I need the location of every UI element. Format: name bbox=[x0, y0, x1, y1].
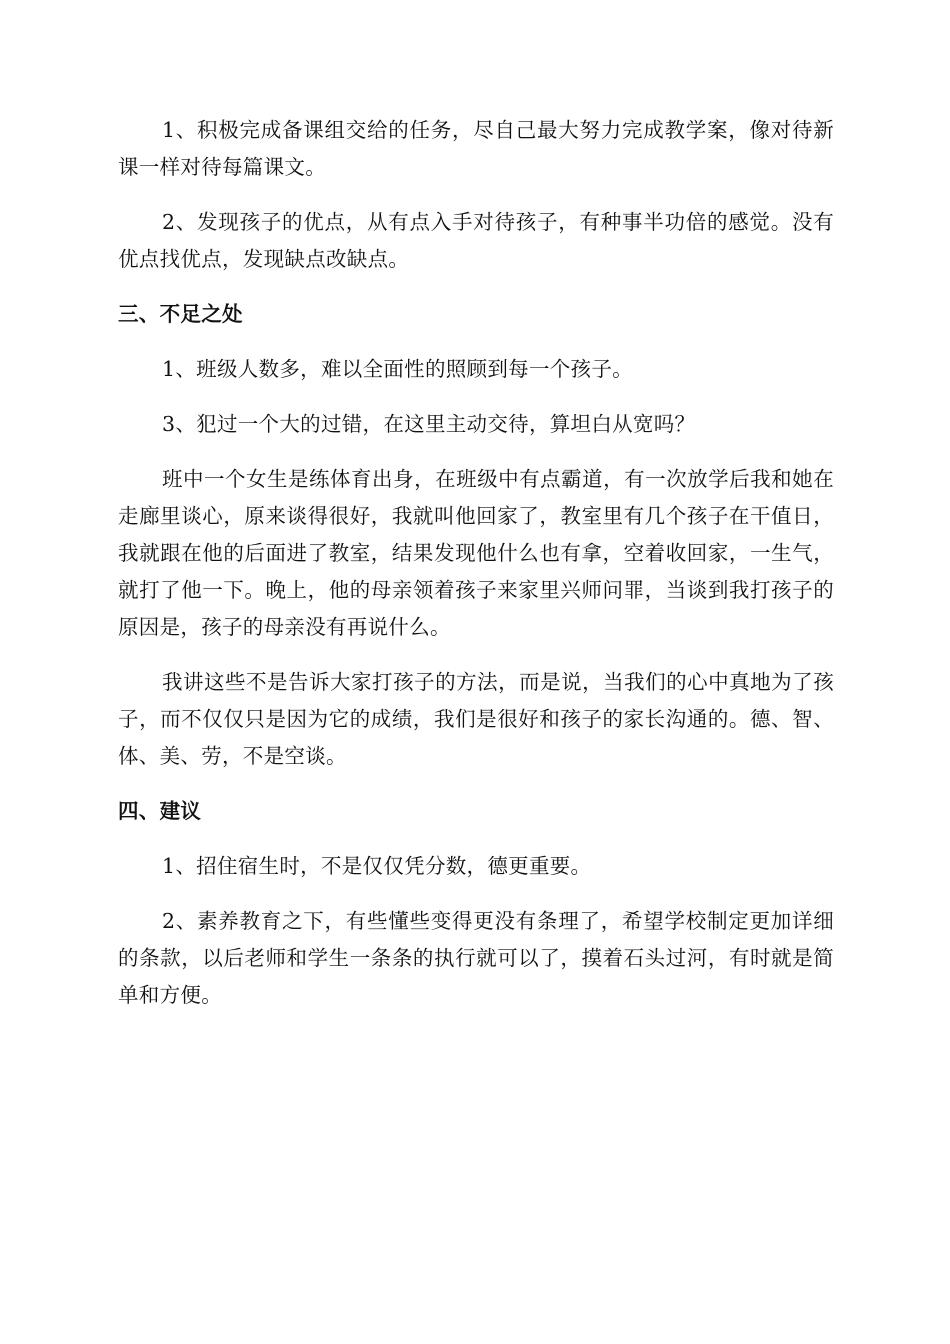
paragraph-class-size: 1、班级人数多，难以全面性的照顾到每一个孩子。 bbox=[162, 357, 633, 381]
section-heading-suggestions: 四、建议 bbox=[118, 799, 202, 823]
paragraph-gap bbox=[118, 775, 834, 793]
paragraph-gap bbox=[118, 646, 834, 664]
paragraph-gap bbox=[118, 443, 834, 461]
paragraph-reflection: 我讲这些不是告诉大家打孩子的方法，而是说，当我们的心中真地为了孩子，而不仅仅只是因为它的成绩，我们是很好和孩子的家长沟通的。德、智、体、美、劳，不是空谈。 bbox=[118, 670, 834, 768]
document-body bbox=[118, 112, 834, 1014]
paragraph-task-completion: 1、积极完成备课组交给的任务，尽自己最大努力完成教学案，像对待新课一样对待每篇课文。 bbox=[118, 118, 834, 179]
paragraph-mistake-confession: 3、犯过一个大的过错，在这里主动交待，算坦白从宽吗？ bbox=[162, 412, 696, 436]
paragraph-detailed-rules: 2、素养教育之下，有些懂些变得更没有条理了，希望学校制定更加详细的条款，以后老师和学生一条条的执行就可以了，摸着石头过河，有时就是简单和方便。 bbox=[118, 909, 834, 1007]
paragraph-gap bbox=[118, 830, 834, 848]
paragraph-gap bbox=[118, 333, 834, 351]
paragraph-boarding-admission: 1、招住宿生时，不是仅仅凭分数，德更重要。 bbox=[162, 854, 592, 878]
paragraph-find-strengths: 2、发现孩子的优点，从有点入手对待孩子，有种事半功倍的感觉。没有优点找优点，发现缺点改缺点。 bbox=[118, 210, 834, 271]
paragraph-gap bbox=[118, 186, 834, 204]
paragraph-incident-story: 班中一个女生是练体育出身，在班级中有点霸道，有一次放学后我和她在走廊里谈心，原来谈得很好，我就叫他回家了，教室里有几个孩子在干值日，我就跟在他的后面进了教室，结果发现他什么也有拿，空着收回家，一生气，就打了他一下。晚上，他的母亲领着孩子来家里兴师问罪，当谈到我打孩子的原因是，孩子的母亲没有再说什么。 bbox=[118, 467, 834, 639]
section-heading-shortcomings: 三、不足之处 bbox=[118, 302, 243, 326]
paragraph-gap bbox=[118, 388, 834, 406]
paragraph-gap bbox=[118, 278, 834, 296]
paragraph-gap bbox=[118, 885, 834, 903]
